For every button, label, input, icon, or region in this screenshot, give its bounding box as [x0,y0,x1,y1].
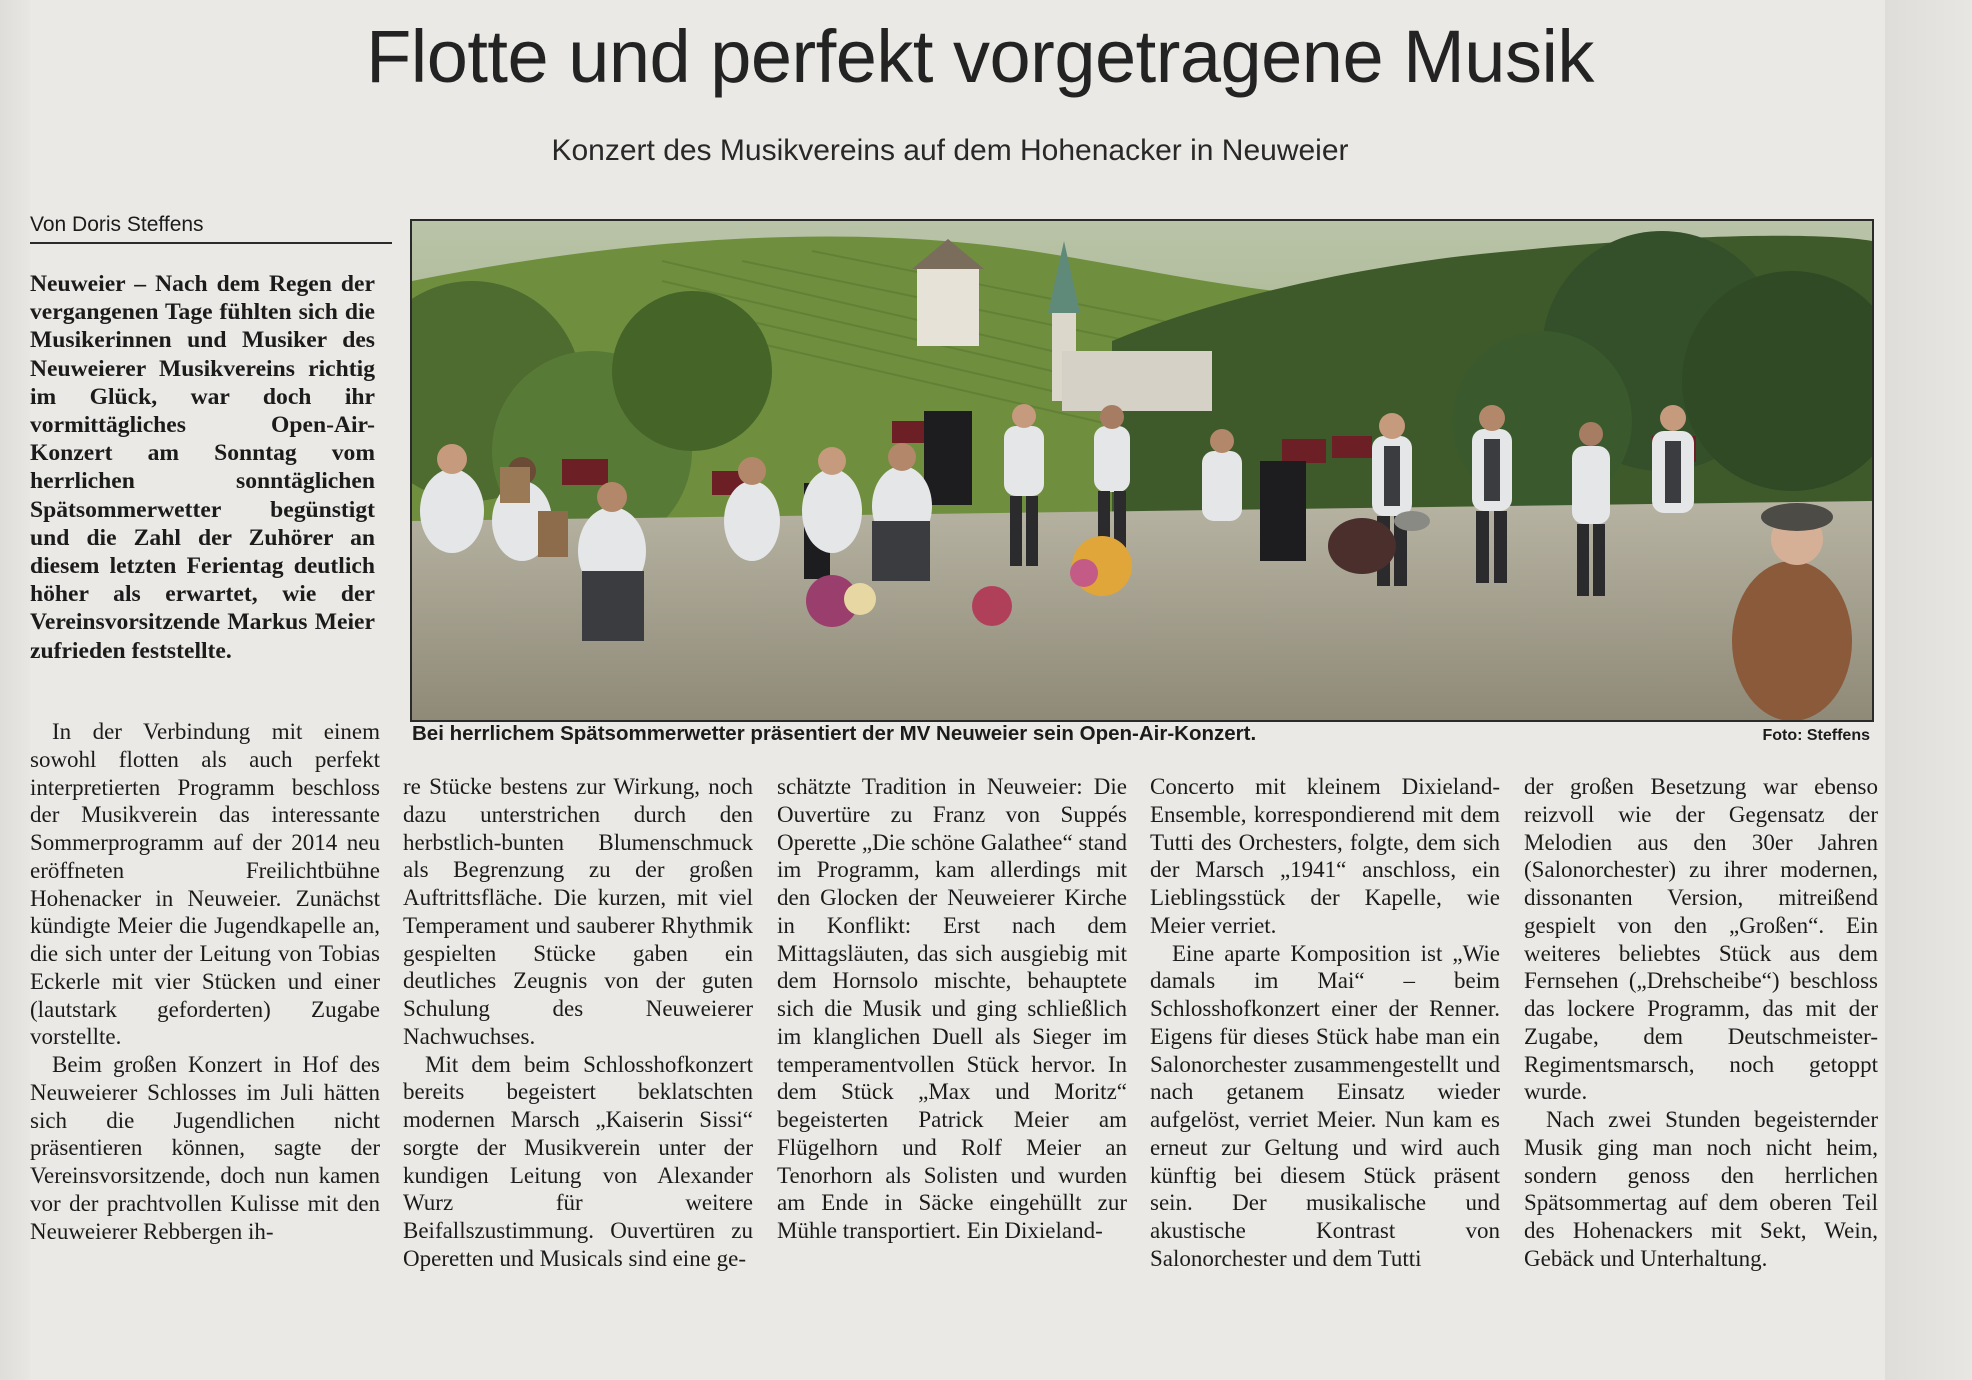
body-column-5 [1524,773,1878,1273]
body-column-3 [777,773,1127,1245]
body-paragraph: schätzte Tradition in Neuweier: Die Ouvertüre zu Franz von Suppés Operette „Die schöne Galathee“ stand im Programm, kam allerdings mit den Glocken der Neuweierer Kirche in Konflikt: Erst nach dem Mittagsläuten, das sich ausgiebig mit dem Hornsolo mischte, behauptete sich die Musik und ging schließlich im klanglichen Duell als Sieger im temperamentvollen Stück hervor. In dem Stück „Max und Moritz“ begeisterten Patrick Meier am Flügelhorn und Rolf Meier an Tenorhorn als Solisten und wurden am Ende in Säcke eingehüllt zur Mühle transportiert. Ein Dixieland- [777,774,1127,1243]
body-paragraph: Nach zwei Stunden begeisternder Musik ging man noch nicht heim, sondern genoss den herrlichen Spätsommertag auf dem oberen Teil des Hohenackers mit Sekt, Wein, Gebäck und Unterhaltung. [1524,1107,1878,1271]
body-paragraph: Beim großen Konzert in Hof des Neuweierer Schlosses im Juli hätten sich die Jugendlichen nicht präsentieren können, sagte der Vereinsvorsitzende, doch nun kamen vor der prachtvollen Kulisse mit den Neuweierer Rebbergen ih- [30,1052,380,1244]
bleed-through-right [1885,0,1972,1380]
body-paragraph: Mit dem beim Schlosshofkonzert bereits begeistert beklatschten modernen Marsch „Kaiserin Sissi“ sorgte der Musikverein unter der kundigen Leitung von Alexander Wurz für weitere Beifallszustimmung. Ouvertüren zu Operetten und Musicals sind eine ge- [403,1051,753,1271]
body-paragraph: Concerto mit kleinem Dixieland-Ensemble, korrespondierend mit dem Tutti des Orchesters, folgte, dem sich der Marsch „1941“ anschloss, ein Lieblingsstück der Kapelle, wie Meier verriet. [1150,774,1500,938]
concert-photo [410,219,1874,722]
photo-credit: Foto: Steffens [1762,727,1870,744]
bleed-through-left [0,0,30,1380]
body-column-2 [403,773,753,1273]
lead-paragraph: Neuweier – Nach dem Regen der vergangenen Tage fühlten sich die Musikerinnen und Musiker des Neuweierer Musikvereins richtig im Glück, war doch ihr vormittägliches Open-Air-Konzert am Sonntag vom herrlichen sonntäglichen Spätsommerwetter begünstigt und die Zahl der Zuhörer an diesem letzten Ferientag deutlich höher als erwartet, wie der Vereinsvorsitzende Markus Meier zufrieden feststellte. [30,271,375,664]
headline: Flotte und perfekt vorgetragene Musik [366,15,1594,98]
body-paragraph: re Stücke bestens zur Wirkung, noch dazu unterstrichen durch den herbstlich-bunten Blumenschmuck als Begrenzung zu der großen Auftrittsfläche. Die kurzen, mit viel Temperament und sauberer Rhythmik gespielten Stücke gaben ein deutliches Zeugnis von der guten Schulung des Neuweierer Nachwuchses. [403,774,753,1049]
subheadline: Konzert des Musikvereins auf dem Hohenacker in Neuweier [551,134,1349,167]
byline: Von Doris Steffens [30,213,392,244]
body-paragraph: Eine aparte Komposition ist „Wie damals im Mai“ – beim Schlosshofkonzert einer der Renner. Eigens für dieses Stück habe man ein Salonorchester zusammengestellt und nach getanem Einsatz wieder aufgelöst, verriet Meier. Nun kam es erneut zur Geltung und wird auch künftig bei diesem Stück präsent sein. Der musikalische und akustische Kontrast von Salonorchester und dem Tutti [1150,940,1500,1271]
body-paragraph: der großen Besetzung war ebenso reizvoll wie der Gegensatz der Melodien aus den 30er Jahren (Salonorchester) zu ihrer modernen, dissonanten Version, mitreißend gespielt von den „Großen“. Ein weiteres beliebtes Stück aus dem Fernsehen („Drehscheibe“) beschloss das lockere Programm, das mit der Zugabe, dem Deutschmeister-Regimentsmarsch, noch getoppt wurde. [1524,774,1878,1105]
body-column-1 [30,718,380,1245]
body-paragraph: In der Verbindung mit einem sowohl flotten als auch perfekt interpretierten Programm beschloss der Musikverein das interessante Sommerprogramm auf der 2014 neu eröffneten Freilichtbühne Hohenacker in Neuweier. Zunächst kündigte Meier die Jugendkapelle an, die sich unter der Leitung von Tobias Eckerle mit vier Stücken und einer (lautstark geforderten) Zugabe vorstellte. [30,719,380,1050]
photo-caption: Bei herrlichem Spätsommerwetter präsentiert der MV Neuweier sein Open-Air-Konzert. [412,722,1257,745]
body-column-4 [1150,773,1500,1273]
